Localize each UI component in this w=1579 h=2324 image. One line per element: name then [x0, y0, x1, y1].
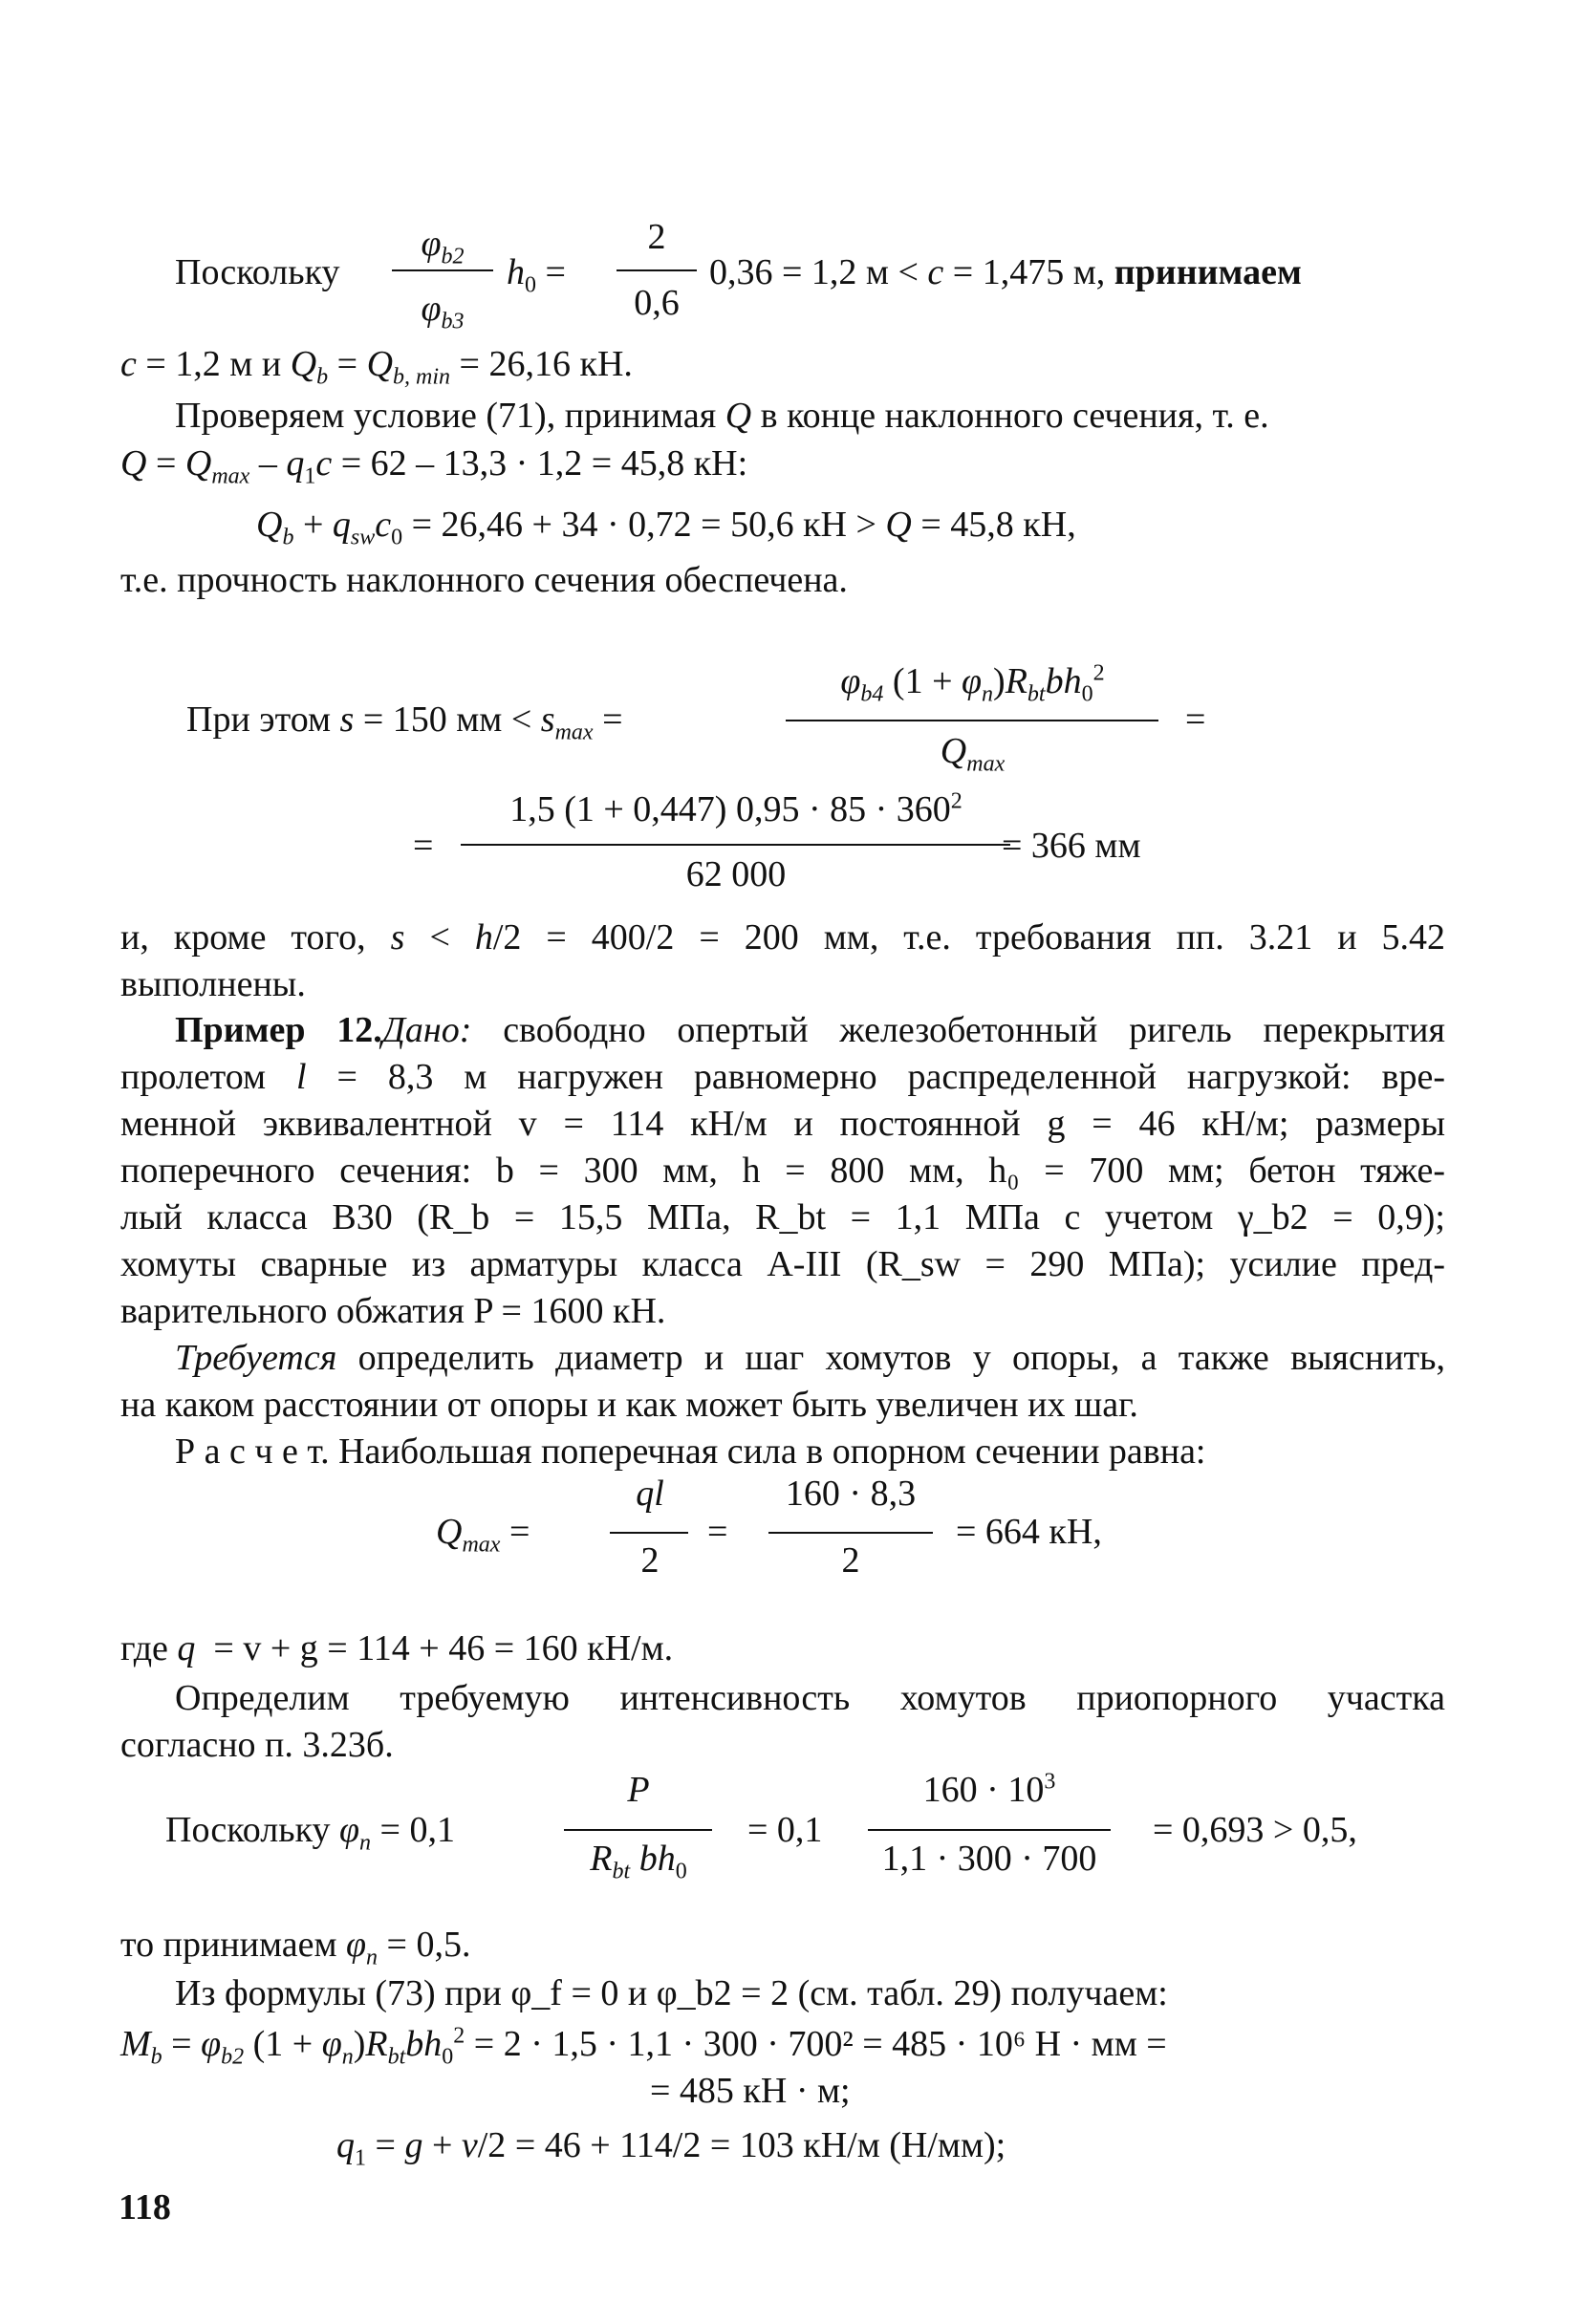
text-span: = 0,5.: [386, 1925, 471, 1965]
text-line: $M_b = \varphi_{b2}$ $(1 + \varphi_n)R_{bt}bh_0^2 = 2 \cdot 1,5 \cdot 1,1 \cdot 300 \cdot 700^2 = 485 \cdot 10^6$ Н · мм =: [120, 2023, 1167, 2070]
text-span: где: [120, 1628, 168, 1668]
text-line: Определим требуемую интенсивность хомутов приопорного участка: [175, 1678, 1445, 1718]
frac-num: 160 · 8,3: [785, 1474, 917, 1514]
frac-num: ql: [636, 1474, 664, 1514]
frac-den: 2: [640, 1540, 660, 1581]
required-label: Требуется: [175, 1338, 337, 1378]
page-number: 118: [119, 2187, 171, 2227]
text-line: поперечного сечения: b = 300 мм, h = 800 мм, h₀ = 700 мм; бетон тяже-: [120, 1151, 1445, 1191]
frac-bar: [564, 1829, 712, 1831]
frac-den: 62 000: [685, 854, 787, 894]
frac-num: 2: [647, 217, 666, 257]
text-span: = 2 · 1,5 · 1,1 · 300 · 700² = 485 · 10⁶ Н · мм =: [473, 2024, 1167, 2064]
formula-part: =: [413, 826, 434, 866]
frac-bar: [616, 269, 697, 271]
formula-part: $h_0$ =: [507, 252, 566, 298]
text-span: = 150 мм <: [362, 699, 532, 740]
text-span: Проверяем условие (71), принимая: [175, 396, 717, 436]
text-line: $q_1 = g + v/2 = 46 + 114/2 = 103$ кН/м (Н/мм);: [336, 2125, 1006, 2171]
formula-part: 0,36 = 1,2 м < c = 1,475 м, принимаем: [709, 252, 1302, 292]
text-line: Проверяем условие (71), принимая Q в конце наклонного сечения, т. е.: [175, 396, 1269, 436]
frac-den: $\varphi_{b3}$: [421, 289, 465, 334]
formula-part: = 664 кН,: [956, 1512, 1102, 1552]
text-line: где q = v + g = 114 + 46 = 160 кН/м.: [120, 1628, 674, 1668]
frac-den: $R_{bt}$ $bh_0$: [590, 1839, 687, 1884]
frac-bar: [786, 720, 1158, 721]
text-span: Поскольку: [165, 1810, 331, 1850]
frac-den: 2: [841, 1540, 860, 1581]
formula-part: =: [707, 1512, 728, 1552]
frac-bar: [461, 844, 1010, 846]
frac-num: P: [627, 1770, 650, 1810]
frac-bar: [392, 269, 493, 271]
formula-part: =: [1185, 699, 1206, 740]
frac-num: 1,5 (1 + 0,447) $0,95 \cdot 85 \cdot 360^2$: [509, 788, 963, 829]
text-line: пролетом l = 8,3 м нагружен равномерно распределенной нагрузкой: вре-: [120, 1057, 1445, 1097]
text-line: согласно п. 3.23б.: [120, 1725, 394, 1765]
text-line: [175, 1336, 1445, 1380]
formula-part: $Q_{max}$ =: [436, 1512, 530, 1558]
frac-num: $\varphi_{b4}$ $(1 + \varphi_n)R_{bt}bh_0^2$: [840, 660, 1105, 707]
text-span: Р а с ч е т.: [175, 1431, 330, 1472]
text-span: = 8,3 м нагружен равномерно распределенной нагрузкой: вре-: [336, 1057, 1445, 1097]
formula-part: = 366 мм: [1002, 826, 1141, 866]
formula-part: = 0,693 > 0,5,: [1153, 1810, 1357, 1850]
frac-den: 1,1 · 300 · 700: [881, 1839, 1097, 1879]
text-span: = v + g = 114 + 46 = 160 кН/м.: [213, 1628, 674, 1668]
text-line: и, кроме того, s < h/2 = 400/2 = 200 мм, т.е. требования пп. 3.21 и 5.42: [120, 917, 1446, 958]
formula-part: При этом s = 150 мм < $s_{max}$ =: [186, 699, 623, 745]
text-span: = 400/2 = 200 мм, т.е. требования пп. 3.21 и 5.42: [546, 917, 1446, 958]
frac-num: $\varphi_{b2}$: [421, 224, 465, 269]
example-title: Пример 12.: [175, 1010, 382, 1050]
text-span: в конце наклонного сечения, т. е.: [760, 396, 1269, 436]
text-line: т.е. прочность наклонного сечения обеспечена.: [120, 560, 848, 600]
text-span: = 26,46 + 34 · 0,72 = 50,6 кН: [411, 505, 847, 545]
since-label-1: Поскольку: [175, 252, 340, 292]
text-line: c = 1,2 м и $Q_b = Q_{b, min} = 26,16$ кН.: [120, 344, 633, 390]
text-span: пролетом: [120, 1057, 267, 1097]
text-line: на каком расстоянии от опоры и как может быть увеличен их шаг.: [120, 1385, 1138, 1425]
formula-part: = 0,1: [747, 1810, 823, 1850]
text-line: то принимаем $\varphi_n = 0,5$.: [120, 1925, 471, 1970]
text-span: При этом: [186, 699, 332, 740]
text-line: менной эквивалентной v = 114 кН/м и постоянной g = 46 кН/м; размеры: [120, 1104, 1445, 1144]
text-line: = 485 кН · м;: [650, 2071, 851, 2111]
text-span: = 1,2 м и: [145, 344, 282, 384]
text-span: = 46 + 114/2 = 103 кН/м (Н/мм);: [514, 2125, 1006, 2165]
text-line: [175, 1008, 1445, 1052]
frac-num: $160 \cdot 10^3$: [922, 1769, 1056, 1810]
text-span: Наибольшая поперечная сила в опорном сечении равна:: [338, 1431, 1206, 1472]
text-line: хомуты сварные из арматуры класса А-III (R_sw = 290 МПа); усилие пред-: [120, 1244, 1445, 1284]
frac-bar: [768, 1532, 933, 1534]
text-line: лый класса В30 (R_b = 15,5 МПа, R_bt = 1,1 МПа с учетом γ_b2 = 0,9);: [120, 1197, 1445, 1237]
text-span: = 26,16 кН.: [459, 344, 633, 384]
given-label: Дано:: [381, 1010, 472, 1050]
text-line: варительного обжатия P = 1600 кН.: [120, 1291, 666, 1331]
text-line: выполнены.: [120, 964, 306, 1004]
text-span: свободно опертый железобетонный ригель перекрытия: [503, 1010, 1445, 1050]
frac-bar: [868, 1829, 1111, 1831]
frac-bar: [610, 1532, 688, 1534]
text-span: то принимаем: [120, 1925, 337, 1965]
text-span: = 62 – 13,3 · 1,2 = 45,8 кН:: [340, 443, 748, 484]
text-span: и, кроме того,: [120, 917, 366, 958]
frac-den: 0,6: [634, 283, 680, 323]
text-line: Из формулы (73) при φ_f = 0 и φ_b2 = 2 (см. табл. 29) получаем:: [175, 1973, 1168, 2013]
text-line: $Q_b + q_{sw}c_0 = 26,46 + 34 \cdot 0,72 = 50,6$ кН > Q = 45,8 кН,: [256, 505, 1076, 550]
text-line: [175, 1430, 1206, 1474]
formula-part: Поскольку $\varphi_n = 0,1$: [165, 1810, 455, 1856]
text-line: $Q = Q_{max} - q_1c = 62 - 13,3 \cdot 1,2 = 45,8$ кН:: [120, 443, 748, 489]
text-span: определить диаметр и шаг хомутов у опоры, а также выяснить,: [357, 1338, 1445, 1378]
text-span: = 45,8 кН,: [920, 505, 1076, 545]
frac-den: $Q_{max}$: [940, 731, 1006, 777]
